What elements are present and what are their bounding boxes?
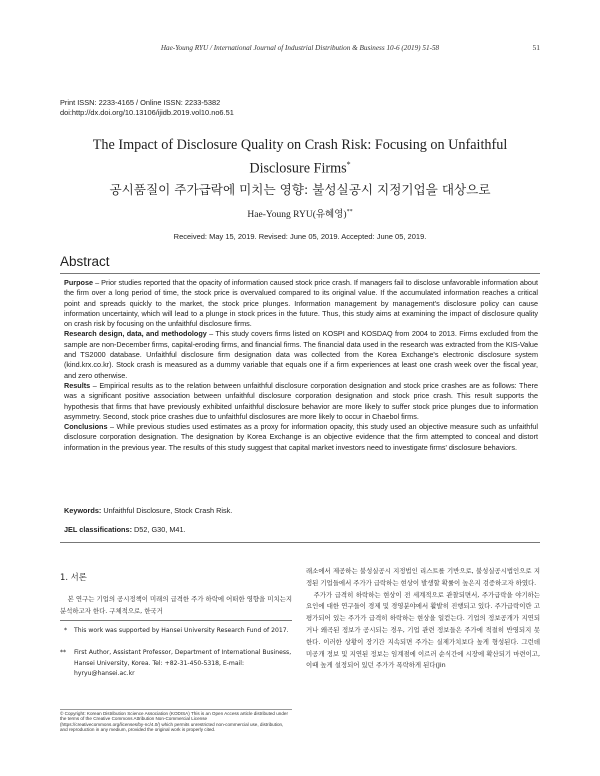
author-name: Hae-Young RYU(유혜영) xyxy=(247,210,347,220)
intro-paragraph: 본 연구는 기업의 공시정책이 미래의 급격한 주가 하락에 어떠한 영향을 미치는지 분석하고자 한다. 구체적으로, 한국거 xyxy=(60,595,292,615)
section-heading: 1. 서론 xyxy=(60,572,87,582)
abstract-results: Results – Empirical results as to the relation between unfaithful disclosure corporation designation and stock price crashes are as follows: There was a significant positive association between unfaithful disclosure corporation designation and stock price crash. This result supports the hypothesis that firms that have previously exhibited unfaithful disclosure behavior are more likely to suffer stock price plunges due to information asymmetry. Second, stock price crashes due to unfaithful disclosures are more likely to occur in Chaebol firms. xyxy=(64,380,538,421)
korean-title: 공시품질이 주가급락에 미치는 영향: 불성실공시 지정기업을 대상으로 xyxy=(109,182,491,197)
right-column-text xyxy=(306,566,540,672)
keywords: Keywords: Unfaithful Disclosure, Stock Crash Risk. xyxy=(64,506,233,515)
page-number: 51 xyxy=(532,43,540,52)
abstract-conclusions: Conclusions – While previous studies used estimates as a proxy for information opacity, this study used an objective measure such as unfaithful disclosure corporation designation. The designation by Korea Exchange is an objective evidence that the firm attempted to conceal and distort information in the previous year. The results of this study suggest that capital market investors need to investigate firms' disclosure behaviors. xyxy=(64,422,538,452)
footnote-1-text: This work was supported by Hansei University Research Fund of 2017. xyxy=(74,627,289,634)
footnote-rule xyxy=(60,620,292,621)
author-footnote-mark: ** xyxy=(346,208,353,215)
running-head: Hae-Young RYU / International Journal of Industrial Distribution & Business 10-6 (2019) 51-58 xyxy=(160,44,440,52)
footnote-2 xyxy=(60,648,292,680)
issn-block xyxy=(60,98,234,118)
right-paragraph-2: 주가가 급격히 하락하는 현상이 전 세계적으로 관찰되면서, 주가급락을 야기하는 요인에 대한 연구들이 경제 및 경영분야에서 활발히 진행되고 있다. 주가급락이란 고평가되어 있는 주가가 급격히 하락하는 현상을 일컫는다. 기업의 정보공개가 지연되거나 왜곡된 정보가 공시되는 경우, 기업 관련 정보들은 주가에 적절히 반영되지 못한다. 이러한 상황이 장기간 지속되면 주가는 실제가치보다 높게 형성된다. 그런데 미공개 정보 및 지연된 정보는 임계점에 이르러 순식간에 시장에 확산되기 마련이고, 이때 높게 설정되어 있던 주가가 폭락하게 된다(Jin xyxy=(306,590,540,670)
received-dates: Received: May 15, 2019. Revised: June 05, 2019. Accepted: June 05, 2019. xyxy=(173,232,427,241)
doi-link[interactable]: doi:http://dx.doi.org/10.13106/ijidb.2019.vol10.no6.51 xyxy=(60,108,234,117)
left-column-text xyxy=(60,594,292,618)
author-line xyxy=(0,206,600,220)
footnote-2-mark: ** xyxy=(60,649,67,656)
abstract-body xyxy=(64,278,538,453)
abstract-top-rule xyxy=(60,273,540,274)
jel-classifications: JEL classifications: D52, G30, M41. xyxy=(64,525,186,534)
abstract-bottom-rule xyxy=(60,542,540,543)
issn-line: Print ISSN: 2233-4165 / Online ISSN: 2233-5382 xyxy=(60,98,221,107)
footnote-1 xyxy=(60,626,292,637)
paper-title xyxy=(60,136,540,179)
abstract-design: Research design, data, and methodology – This study covers firms listed on KOSPI and KOSDAQ from 2004 to 2013. Firms excluded from the sample are non-December firms, capital-eroding firms, and financial firms. The financial data used in the research was extracted from the KIS-Value and TS2000 database. Unfaithful disclosure firm designation data was collected from the Korea Exchange's electronic disclosure system (kind.krx.co.kr). Stock crash is measured as a dummy variable that equals one if a firm experiences at least one crash week over the fiscal year, and zero otherwise. xyxy=(64,329,538,380)
footnote-1-mark: * xyxy=(64,627,68,634)
right-paragraph-1: 래소에서 제공하는 불성실공시 지정법인 리스트를 기반으로, 불성실공시법인으로 지정된 기업들에서 주가가 급락하는 현상이 발생할 확률이 높은지 검증하고자 하였다. xyxy=(306,567,540,587)
abstract-purpose: Purpose – Prior studies reported that the opacity of information caused stock price crash. If managers fail to disclose unfavorable information about the firm over a long period of time, the stock price is overvalued compared to its original value. If the accumulated information reaches a critical point and spreads quickly to the market, the stock price plunges. Information management by management's disclosure policy can cause information uncertainty, which will lead to a plunge in stock prices in the future. Thus, this study aims at examining the impact of disclosure quality on crash risk by focusing on the unfaithful disclosure firms. xyxy=(64,278,538,329)
title-line-2: Disclosure Firms* xyxy=(249,160,351,177)
copyright-rule xyxy=(60,709,292,710)
footnote-2-text: First Author, Assistant Professor, Department of International Business, Hansei University, Korea. Tel: +82-31-450-5318, E-mail: hyryu@hansei.ac.kr xyxy=(74,649,292,677)
title-line-1: The Impact of Disclosure Quality on Crash Risk: Focusing on Unfaithful xyxy=(92,137,508,153)
title-footnote-mark: * xyxy=(346,160,351,169)
abstract-heading: Abstract xyxy=(60,254,110,269)
copyright-notice: © Copyright: Korean Distribution Science Association (KODISA) This is an Open Access article distributed under the terms of the Creative Commons Attribution Non-Commercial License (https://creativecommons.org/licenses/by-nc/4.0/) which permits unrestricted non-commercial use, distribution, and reproduction in any medium, provided the original work is properly cited. xyxy=(60,711,288,733)
